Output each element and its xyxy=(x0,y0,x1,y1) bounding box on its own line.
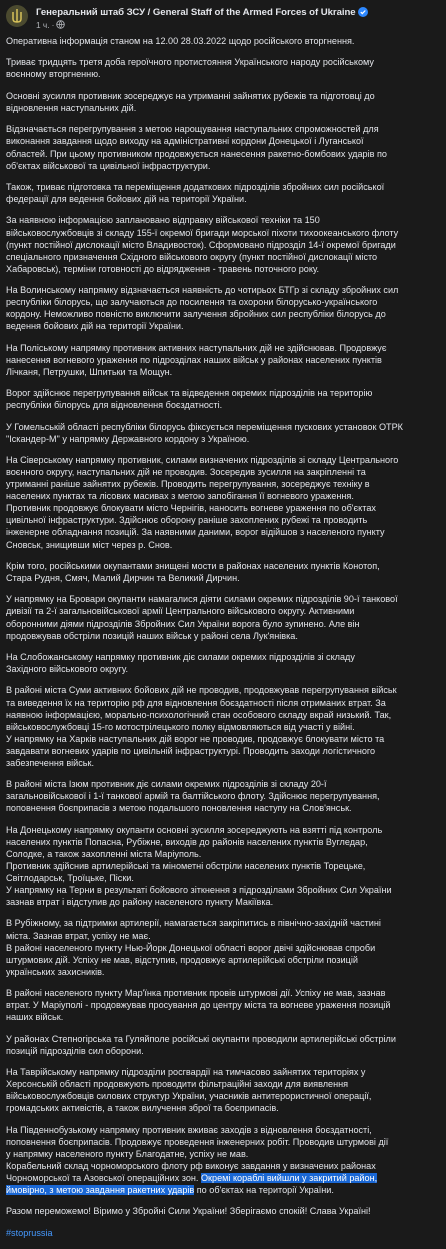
paragraph: На Донецькому напрямку окупанти основні зусилля зосереджують на взятті під контроль населених пунктів Попасна, Рубіжне, виходів до районів населених пунктів Вугледар, Солодке, а також захопленні міста Маріуполь. Противник здійснив артилерійські та мінометні обстріли населених пунктів Торецьке, Світлодарськ, Троїцьке, Піски. У напрямку на Терни в результаті бойового зіткнення з підрозділами Збройних Сил України зазнав втрат і відступив до району населеного пункту Макіївка. xyxy=(6,824,392,908)
paragraph: На Волинському напрямку відзначається наявність до чотирьох БТГр зі складу збройних сил республіки білорусь, що залучаються до посилення та охорони білорусько-українського кордону. Неможливо повністю виключити залучення збройних сил республіки білорусь до ведення бойових дій на території України. xyxy=(6,285,399,332)
paragraph: Разом переможемо! Віримо у Збройні Сили України! Зберігаємо спокій! Слава Україні! xyxy=(6,1206,371,1217)
paragraph: У Гомельській області республіки білорусь фіксується переміщення пускових установок ОТРК "Іскандер-М" у напрямку Державного кордону з Україною. xyxy=(6,421,403,444)
post-header xyxy=(0,0,446,35)
paragraph: Триває тридцять третя доба героїчного протистояння Українського народу російському воєнному вторгненню. xyxy=(6,57,374,80)
paragraph: На Поліському напрямку противник активних наступальних дій не здійснював. Продовжує нанесення вогневого ураження по підрозділах наших військ у районах населених пунктів Лічканя, Петрушки, Шпитьки та Мощун. xyxy=(6,342,387,377)
paragraph: За наявною інформацією заплановано відправку військової техніки та 150 військовослужбовців зі складу 155-ї окремої бригади морської піхоти тихоокеанського флоту (пункт постійної дислокації місто Владивосток). Сформовано підрозділ 14-ї окремої бригади спеціального призначення Східного військового округу (пункт постійної дислокації місто Хабаровськ), терміни готовності до відрядження - травень поточного року. xyxy=(6,215,399,274)
paragraph: На Південнобузькому напрямку противник вживає заходів з відновлення боєздатності, поповнення боєприпасів. Продовжує проведення інженерних робіт. Проводив штурмові дії у напрямку населеного пункту Благодатне, успіху не мав. xyxy=(6,1124,389,1159)
paragraph: Ворог здійснює перегрупування військ та відведення окремих підрозділів на територію республіки білорусь для відновлення боєздатності. xyxy=(6,388,373,411)
paragraph: На Слобожанському напрямку противник діє силами окремих підрозділів зі складу Західного військового округу. xyxy=(6,652,355,675)
hashtag-line xyxy=(6,1227,440,1239)
paragraph: На Таврійському напрямку підрозділи росгвардії на тимчасово зайнятих територіях у Херсонській області продовжують проводити фільтраційні заходи для виявлення військовослужбовців силових структур України, учасників антитерористичної операції, громадських активістів, а також вилучення зброї та боєприпасів. xyxy=(6,1067,372,1114)
meta-separator: · xyxy=(51,20,55,30)
selected-text[interactable]: Окремі кораблі вийшли у закритий район, xyxy=(200,1172,378,1183)
author-line xyxy=(36,5,368,19)
paragraph: В районі міста Ізюм противник діє силами окремих підрозділів зі складу 20-ї загальновійськової і 1-ї танкової армій та балтійського флоту. Здійснює перегрупування, поповнення боєприпасів з метою подальшого поновлення наступу на Слов'янськ. xyxy=(6,779,380,814)
selected-text[interactable]: ймовірно, з метою завдання ракетних ударів xyxy=(6,1184,195,1195)
avatar[interactable] xyxy=(6,5,28,27)
globe-icon[interactable] xyxy=(56,20,65,29)
paragraph-fleet: Корабельний склад чорноморського флоту рф виконує завдання у визначених районах Чорноморської та Азовської операційних зон. Окремі кораблі вийшли у закритий район, ймовірно, з метою завдання ракетних ударів по об'єктах на території України. xyxy=(6,1160,378,1195)
paragraph: У районах Степногірська та Гуляйполе російські окупанти проводили артилерійські обстріли позицій підрозділів сил оборони. xyxy=(6,1033,396,1056)
post-time[interactable]: 1 ч. xyxy=(36,20,50,30)
post-body xyxy=(0,35,446,1239)
paragraph: Також, триває підготовка та переміщення додаткових підрозділів збройних сил російської федерації для ведення бойових дій на території України. xyxy=(6,181,385,205)
paragraph: Крім того, російськими окупантами знищені мости в районах населених пунктів Конотоп, Стара Рудня, Смяч, Малий Дирчин та Великий Дирчин. xyxy=(6,560,380,583)
paragraph: В районі міста Суми активних бойових дій не проводив, продовжував перегрупування військ та виведення їх на територію рф для відновлення боєздатності після отриманих втрат. За наявною інформацією, морально-психологічний стан особового складу вкрай низький. Так, військовослужбовці 15-го мотострілецького полку відмовляються від участі у війні. У напрямку на Харків наступальних дій ворог не проводив, продовжує блокувати місто та завдавати вогневих ударів по цивільній інфраструктурі. Проводить заходи логістичного забезпечення військ. xyxy=(6,685,397,768)
post-meta xyxy=(36,19,368,31)
paragraph: В Рубіжному, за підтримки артилерії, намагається закріпитись в північно-західній частині міста. Зазнав втрат, успіху не має. В районі населеного пункту Нью-Йорк Донецької області ворог двічі здійснював спроби штурмових дій. Успіху не мав, відступив, продовжує артилерійські обстріли позицій українських захисників. xyxy=(6,918,381,977)
paragraph: В районі населеного пункту Мар'їнка противник провів штурмові дії. Успіху не мав, зазнав втрат. У Маріуполі - продовжував просування до центру міста та вогневе ураження позицій наших військ. xyxy=(6,988,391,1023)
paragraph: Оперативна інформація станом на 12.00 28.03.2022 щодо російського вторгнення. xyxy=(6,36,355,46)
paragraph: Відзначається перегрупування з метою нарощування наступальних спроможностей для виконання завдання щодо виходу на адміністративні кордони Донецької і Луганської областей. При цьому противником продовжується нанесення ракетно-бомбових ударів по об'єктах військової та цивільної інфраструктури. xyxy=(6,124,387,171)
paragraph: У напрямку на Бровари окупанти намагалися діяти силами окремих підрозділів 90-ї танкової дивізії та 2-ї загальновійськової армії Центрального військового округу. Активними оборонними діями підрозділів Збройних Сил України ворога було зупинено. Але він продовжував обстріли позицій наших військ у районі села Лук'янівка. xyxy=(6,594,398,641)
verified-badge-icon xyxy=(358,7,368,17)
author-name[interactable]: Генеральний штаб ЗСУ / General Staff of the Armed Forces of Ukraine xyxy=(36,7,356,18)
paragraph: Основні зусилля противник зосереджує на утриманні зайнятих рубежів та підготовці до відновлення наступальних дій. xyxy=(6,90,375,113)
trident-emblem-icon xyxy=(6,5,28,27)
paragraph: На Сіверському напрямку противник, силами визначених підрозділів зі складу Центрального воєнного округу, наступальних дій не проводив. Зосередив зусилля на закріпленні та утриманні раніше зайнятих рубежів. Проводить перегрупування, зосереджує техніку в населених пунктах та лісових масивах з метою запобігання її вогневого ураження. Противник продовжує блокувати місто Чернігів, наносить вогневе ураження по об'єктах цивільної інфраструктури. Здійснює оборону раніше захоплених рубежі та проводить інженерне обладнання позицій. За наявними даними, ворог відійшов з населеного пункту Сновськ, знищивши міст через р. Снов. xyxy=(6,455,399,550)
hashtag-link[interactable]: #stoprussia xyxy=(6,1227,53,1238)
